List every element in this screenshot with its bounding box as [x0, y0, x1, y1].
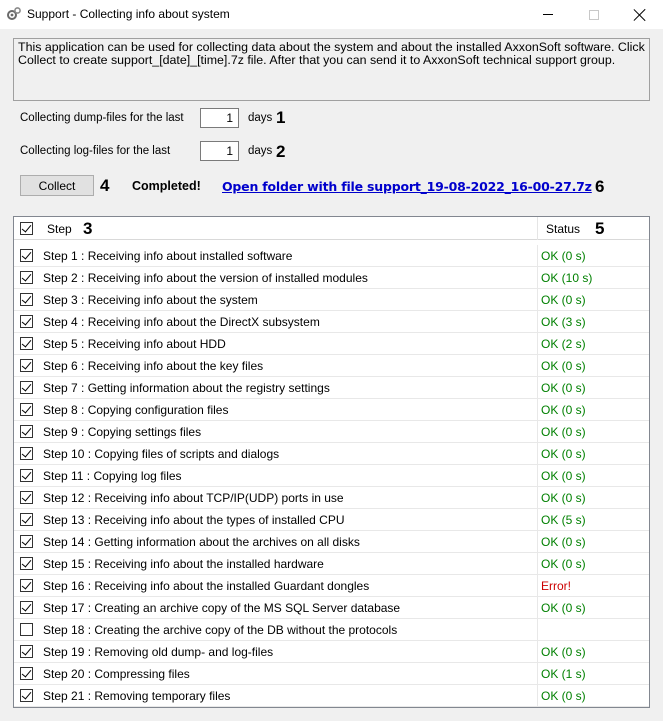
marker-6: 6	[595, 177, 605, 196]
info-textbox[interactable]: This application can be used for collecting data about the system and about the installed AxxonSoft software. Click Collect to create support_[date]_[time].7z file. After that you can send it to AxxonSoft technical support group.	[13, 38, 650, 101]
step-checkbox[interactable]	[20, 491, 33, 504]
table-row[interactable]	[14, 311, 649, 333]
cell-separator	[537, 531, 538, 553]
step-status: OK (0 s)	[541, 403, 586, 417]
column-separator[interactable]	[537, 217, 538, 240]
title-bar	[0, 0, 663, 29]
step-label: Step 18 : Creating the archive copy of the DB without the protocols	[43, 623, 398, 637]
minimize-button[interactable]	[525, 0, 571, 29]
close-icon	[634, 9, 646, 21]
step-label: Step 13 : Receiving info about the types of installed CPU	[43, 513, 345, 527]
collect-button[interactable]: Collect	[20, 175, 94, 196]
step-label: Step 9 : Copying settings files	[43, 425, 202, 439]
cell-separator	[537, 421, 538, 443]
step-label: Step 8 : Copying configuration files	[43, 403, 229, 417]
marker-4: 4	[100, 176, 110, 195]
cell-separator	[537, 289, 538, 311]
maximize-icon	[589, 10, 599, 20]
step-status: OK (0 s)	[541, 381, 586, 395]
marker-2: 2	[276, 142, 286, 161]
step-label: Step 7 : Getting information about the registry settings	[43, 381, 330, 395]
step-status: OK (0 s)	[541, 469, 586, 483]
cell-separator	[537, 641, 538, 663]
table-row[interactable]	[14, 421, 649, 443]
step-checkbox[interactable]	[20, 689, 33, 702]
dump-days-label: Collecting dump-files for the last	[20, 112, 184, 124]
step-label: Step 3 : Receiving info about the system	[43, 293, 258, 307]
step-label: Step 5 : Receiving info about HDD	[43, 337, 226, 351]
table-row[interactable]	[14, 245, 649, 267]
table-row[interactable]	[14, 685, 649, 707]
step-status: OK (0 s)	[541, 601, 586, 615]
step-checkbox[interactable]	[20, 249, 33, 262]
table-row[interactable]	[14, 575, 649, 597]
step-checkbox[interactable]	[20, 667, 33, 680]
cell-separator	[537, 443, 538, 465]
step-checkbox[interactable]	[20, 601, 33, 614]
step-status: OK (0 s)	[541, 645, 586, 659]
table-row[interactable]	[14, 465, 649, 487]
step-label: Step 19 : Removing old dump- and log-files	[43, 645, 274, 659]
step-label: Step 17 : Creating an archive copy of the MS SQL Server database	[43, 601, 401, 615]
column-header-status[interactable]: Status	[546, 222, 581, 236]
table-row[interactable]	[14, 267, 649, 289]
table-row[interactable]	[14, 487, 649, 509]
cell-separator	[537, 377, 538, 399]
step-status: OK (3 s)	[541, 315, 586, 329]
step-label: Step 2 : Receiving info about the version of installed modules	[43, 271, 368, 285]
cell-separator	[537, 685, 538, 707]
step-checkbox[interactable]	[20, 271, 33, 284]
table-row[interactable]	[14, 663, 649, 685]
step-label: Step 10 : Copying files of scripts and dialogs	[43, 447, 280, 461]
table-row[interactable]	[14, 399, 649, 421]
step-label: Step 20 : Compressing files	[43, 667, 190, 681]
step-label: Step 4 : Receiving info about the DirectX subsystem	[43, 315, 320, 329]
step-status: OK (0 s)	[541, 557, 586, 571]
list-header	[14, 217, 649, 240]
cell-separator	[537, 663, 538, 685]
steps-list[interactable]	[13, 216, 650, 708]
step-status: OK (0 s)	[541, 359, 586, 373]
step-status: OK (0 s)	[541, 293, 586, 307]
step-label: Step 1 : Receiving info about installed software	[43, 249, 293, 263]
step-checkbox[interactable]	[20, 645, 33, 658]
step-checkbox[interactable]	[20, 557, 33, 570]
table-row[interactable]	[14, 619, 649, 641]
step-checkbox[interactable]	[20, 359, 33, 372]
select-all-checkbox[interactable]	[20, 222, 33, 235]
table-row[interactable]	[14, 531, 649, 553]
maximize-button[interactable]	[571, 0, 617, 29]
step-status: Error!	[541, 579, 571, 593]
step-checkbox[interactable]	[20, 293, 33, 306]
step-status: OK (5 s)	[541, 513, 586, 527]
cell-separator	[537, 355, 538, 377]
cell-separator	[537, 465, 538, 487]
cell-separator	[537, 267, 538, 289]
table-row[interactable]	[14, 553, 649, 575]
cell-separator	[537, 509, 538, 531]
step-status: OK (0 s)	[541, 425, 586, 439]
marker-5: 5	[595, 219, 605, 238]
step-label: Step 12 : Receiving info about TCP/IP(UDP) ports in use	[43, 491, 344, 505]
completed-status: Completed!	[132, 179, 201, 193]
step-status: OK (0 s)	[541, 447, 586, 461]
step-status: OK (10 s)	[541, 271, 593, 285]
step-status: OK (0 s)	[541, 491, 586, 505]
step-checkbox[interactable]	[20, 469, 33, 482]
step-status: OK (0 s)	[541, 689, 586, 703]
table-row[interactable]	[14, 509, 649, 531]
marker-1: 1	[276, 108, 286, 127]
open-folder-link[interactable]: Open folder with file support_19-08-2022_16-00-27.7z	[222, 179, 592, 194]
step-checkbox[interactable]	[20, 535, 33, 548]
table-row[interactable]	[14, 377, 649, 399]
step-checkbox[interactable]	[20, 403, 33, 416]
step-checkbox[interactable]	[20, 623, 33, 636]
log-days-unit: days	[248, 145, 273, 157]
step-status: OK (0 s)	[541, 249, 586, 263]
step-status: OK (0 s)	[541, 535, 586, 549]
step-status: OK (2 s)	[541, 337, 586, 351]
step-label: Step 6 : Receiving info about the key files	[43, 359, 264, 373]
column-header-step[interactable]: Step	[47, 222, 72, 236]
step-label: Step 16 : Receiving info about the installed Guardant dongles	[43, 579, 370, 593]
table-row[interactable]	[14, 641, 649, 663]
step-checkbox[interactable]	[20, 315, 33, 328]
step-checkbox[interactable]	[20, 447, 33, 460]
table-row[interactable]	[14, 289, 649, 311]
step-label: Step 21 : Removing temporary files	[43, 689, 231, 703]
step-checkbox[interactable]	[20, 513, 33, 526]
table-row[interactable]	[14, 443, 649, 465]
cell-separator	[537, 575, 538, 597]
step-label: Step 14 : Getting information about the archives on all disks	[43, 535, 360, 549]
dump-days-unit: days	[248, 112, 273, 124]
step-checkbox[interactable]	[20, 425, 33, 438]
step-label: Step 15 : Receiving info about the installed hardware	[43, 557, 324, 571]
cell-separator	[537, 487, 538, 509]
cell-separator	[537, 333, 538, 355]
table-row[interactable]	[14, 333, 649, 355]
cell-separator	[537, 553, 538, 575]
step-checkbox[interactable]	[20, 579, 33, 592]
dump-days-input[interactable]: 1	[200, 108, 239, 128]
marker-3: 3	[83, 219, 93, 238]
log-days-label: Collecting log-files for the last	[20, 145, 171, 157]
step-checkbox[interactable]	[20, 381, 33, 394]
cell-separator	[537, 399, 538, 421]
step-status: OK (1 s)	[541, 667, 586, 681]
close-button[interactable]	[617, 0, 663, 29]
table-row[interactable]	[14, 355, 649, 377]
log-days-input[interactable]: 1	[200, 141, 239, 161]
table-row[interactable]	[14, 597, 649, 619]
cell-separator	[537, 597, 538, 619]
cell-separator	[537, 619, 538, 641]
step-label: Step 11 : Copying log files	[43, 469, 182, 483]
cell-separator	[537, 311, 538, 333]
minimize-icon	[543, 14, 553, 15]
gears-icon	[6, 6, 22, 22]
cell-separator	[537, 245, 538, 267]
step-checkbox[interactable]	[20, 337, 33, 350]
window-title: Support - Collecting info about system	[27, 7, 230, 21]
